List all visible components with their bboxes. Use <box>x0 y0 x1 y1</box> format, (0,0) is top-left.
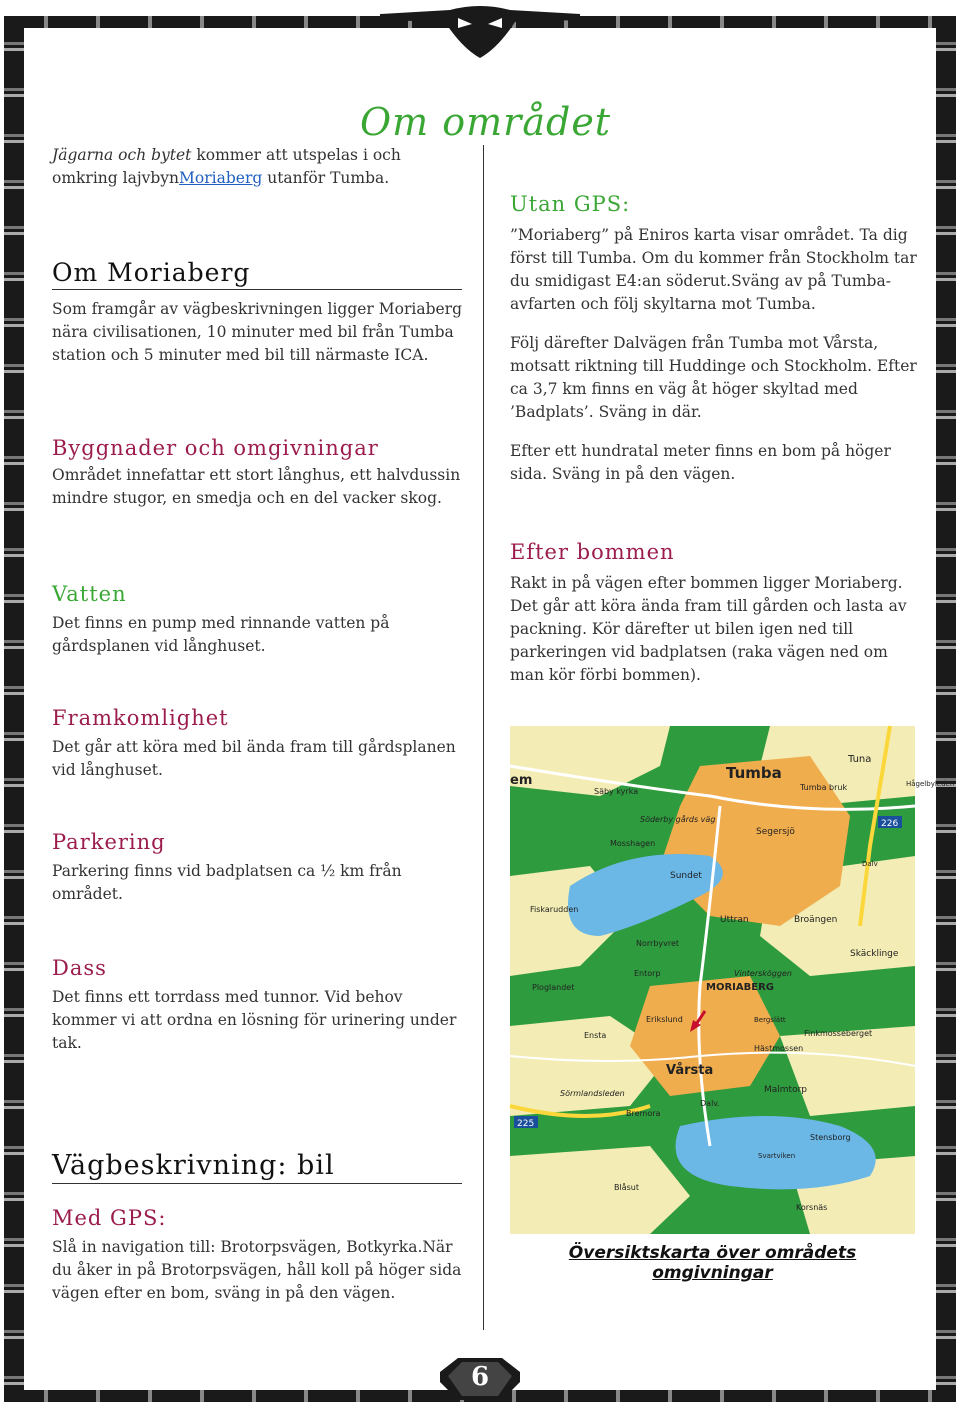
section-efter-bommen <box>510 540 920 687</box>
heading-utan-gps: Utan GPS: <box>510 192 631 216</box>
map-label: Svartviken <box>758 1152 796 1160</box>
body-byggnader: Området innefattar ett stort långhus, ett halvdussin mindre stugor, en smedja och en del vacker skog. <box>52 466 461 507</box>
map-label: Säby kyrka <box>594 787 639 796</box>
map-label: Hågelbyleden <box>906 780 955 788</box>
map-label: Sundet <box>670 871 702 881</box>
map-label: Finkmosseberget <box>804 1029 873 1038</box>
page-title: Om området <box>360 100 612 144</box>
map-label: Broängen <box>794 915 838 925</box>
overview-map <box>510 726 955 1234</box>
section-om-moriaberg <box>52 258 462 367</box>
map-label: Entorp <box>634 969 661 978</box>
map-label: Vårsta <box>666 1063 714 1078</box>
heading-vagbeskrivning: Vägbeskrivning: bil <box>52 1150 462 1184</box>
heading-dass: Dass <box>52 956 107 980</box>
map-image <box>510 726 955 1234</box>
body-efter-bommen: Rakt in på vägen efter bommen ligger Moriaberg. Det går att köra ända fram till gården och lasta av packning. Kör därefter ut bilen igen ned till parkeringen vid badplatsen (raka vägen ned om man kör förbi bommen). <box>510 574 907 684</box>
section-framkomlighet <box>52 706 462 782</box>
map-label: em <box>510 773 533 788</box>
heading-framkomlighet: Framkomlighet <box>52 706 229 730</box>
intro-italic: Jägarna och bytet <box>52 146 192 164</box>
section-med-gps <box>52 1206 462 1305</box>
map-label: Tumba bruk <box>800 783 848 792</box>
moriaberg-link[interactable]: Moriaberg <box>179 169 263 187</box>
section-parkering <box>52 830 462 906</box>
body-om-moriaberg: Som framgår av vägbeskrivningen ligger Moriaberg nära civilisationen, 10 minuter med bil från Tumba station och 5 minuter med bil till närmaste ICA. <box>52 300 463 364</box>
frame-left-border <box>4 20 24 1392</box>
column-divider <box>483 145 484 1330</box>
heading-byggnader: Byggnader och omgivningar <box>52 436 379 460</box>
map-label: Hästmossen <box>754 1044 804 1053</box>
map-label: Segersjö <box>756 827 795 837</box>
frame-right-border <box>936 20 956 1392</box>
section-utan-gps <box>510 192 920 486</box>
intro-paragraph <box>52 144 432 190</box>
heading-om-moriaberg: Om Moriaberg <box>52 258 462 290</box>
map-label: Dalv <box>862 860 878 868</box>
map-label: Sörmlandsleden <box>560 1089 625 1098</box>
heading-med-gps: Med GPS: <box>52 1206 167 1230</box>
heading-efter-bommen: Efter bommen <box>510 540 675 564</box>
map-label: Ensta <box>584 1031 607 1040</box>
map-label: Korsnäs <box>796 1203 828 1212</box>
body-dass: Det finns ett torrdass med tunnor. Vid behov kommer vi att ordna en lösning för urinering under tak. <box>52 988 457 1052</box>
map-label: 226 <box>881 819 899 829</box>
map-label: Vintersköggen <box>734 969 792 978</box>
map-label: MORIABERG <box>706 982 774 993</box>
map-label: Fiskarudden <box>530 905 579 914</box>
section-dass <box>52 956 462 1055</box>
body-med-gps: Slå in navigation till: Brotorpsvägen, Botkyrka.När du åker in på Brotorpsvägen, håll koll på höger sida vägen efter en bom, sväng in på den vägen. <box>52 1238 462 1302</box>
body-vatten: Det finns en pump med rinnande vatten på gårdsplanen vid långhuset. <box>52 614 390 655</box>
map-label: Söderby gårds väg <box>640 815 716 824</box>
heading-vatten: Vatten <box>52 582 127 606</box>
map-label: Tuna <box>848 754 872 765</box>
heading-parkering: Parkering <box>52 830 166 854</box>
body-framkomlighet: Det går att köra med bil ända fram till gårdsplanen vid långhuset. <box>52 738 456 779</box>
map-label: Dalv. <box>700 1099 720 1108</box>
section-byggnader <box>52 436 462 510</box>
map-label: Mosshagen <box>610 839 656 848</box>
page-number-plate <box>440 1352 520 1404</box>
map-label: Bremora <box>626 1109 661 1118</box>
map-label: Malmtorp <box>764 1085 807 1095</box>
map-label: 225 <box>517 1119 535 1129</box>
body-utan-gps-1: ”Moriaberg” på Eniros karta visar området. Ta dig först till Tumba. Om du kommer från Stockholm tar du smidigast E4:an söderut.Sväng av på Tumba-avfarten och följ skyltarna mot Tumba. <box>510 226 917 313</box>
section-vagbeskrivning <box>52 1150 462 1184</box>
body-utan-gps-2: Följ därefter Dalvägen från Tumba mot Vårsta, motsatt riktning till Huddinge och Stockholm. Efter ca 3,7 km finns en väg åt höger skyltad med ’Badplats’. Sväng in där. <box>510 334 917 421</box>
map-label: Tumba <box>726 764 782 782</box>
map-label: Ploglandet <box>532 983 575 992</box>
map-label: Skäcklinge <box>850 949 899 959</box>
body-parkering: Parkering finns vid badplatsen ca ½ km från området. <box>52 862 402 903</box>
map-caption: Översiktskarta över områdets omgivningar <box>568 1243 857 1283</box>
map-label: Norrbyvret <box>636 939 680 948</box>
intro-text-end: utanför Tumba. <box>262 169 390 187</box>
map-label: Bergslätt <box>754 1016 786 1024</box>
top-ornament-icon <box>380 0 580 60</box>
map-label: Uttran <box>720 915 749 925</box>
intro-text: kommer att utspelas i och omkring lajvbyn <box>52 146 401 187</box>
map-label: Stensborg <box>810 1133 851 1142</box>
map-label: Erikslund <box>646 1015 683 1024</box>
map-label: Blåsut <box>614 1183 639 1192</box>
section-vatten <box>52 582 462 658</box>
body-utan-gps-3: Efter ett hundratal meter finns en bom på höger sida. Sväng in på den vägen. <box>510 442 891 483</box>
page-number: 6 <box>470 1362 490 1392</box>
